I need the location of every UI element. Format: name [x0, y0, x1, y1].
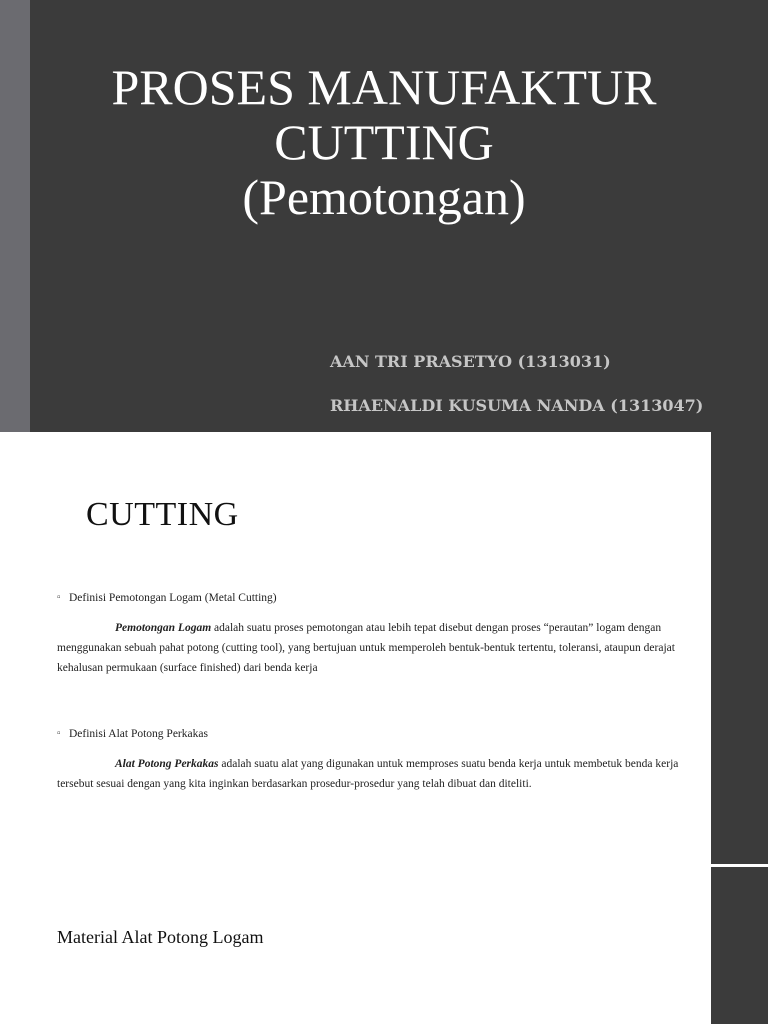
title-line-3: (Pemotongan) [242, 169, 526, 225]
content-slide [0, 432, 768, 1024]
term-pemotongan-logam: Pemotongan Logam [115, 622, 212, 634]
title-slide [0, 0, 768, 432]
slide-content [57, 588, 707, 794]
paragraph-text: adalah suatu proses pemotongan atau lebih tepat disebut dengan proses “perautan” logam dengan menggunakan sebuah pahat potong (cutting tool), yang bertujuan untuk memperoleh bentuk-bentuk tertentu, toleransi, ataupun derajat kehalusan permukaan (surface finished) dari benda kerja [57, 622, 675, 674]
bullet-text: Definisi Pemotongan Logam (Metal Cutting) [69, 592, 277, 604]
slide-title [30, 60, 738, 225]
author-1: AAN TRI PRASETYO (1313031) [330, 352, 611, 371]
bullet-icon: ▫ [57, 592, 61, 603]
authors-block [330, 348, 703, 436]
paragraph-text: adalah suatu alat yang digunakan untuk memproses suatu benda kerja untuk membetuk benda kerja tersebut sesuai dengan yang kita inginkan berdasarkan prosedur-prosedur yang telah dibuat dan diteliti. [57, 758, 679, 790]
bullet-icon: ▫ [57, 728, 61, 739]
bullet-definition-metal-cutting [57, 588, 707, 608]
side-bar [711, 432, 768, 1024]
title-line-2: CUTTING [274, 114, 494, 170]
bullet-definition-cutting-tool [57, 724, 707, 744]
term-alat-potong-perkakas: Alat Potong Perkakas [115, 758, 219, 770]
title-line-1: PROSES MANUFAKTUR [111, 59, 657, 115]
paragraph-cutting-tool [57, 754, 707, 794]
paragraph-metal-cutting [57, 618, 707, 678]
material-subheading: Material Alat Potong Logam [57, 927, 264, 947]
slide-heading: CUTTING [86, 496, 239, 533]
author-2: RHAENALDI KUSUMA NANDA (1313047) [330, 396, 704, 415]
bullet-text: Definisi Alat Potong Perkakas [69, 728, 208, 740]
accent-bar [0, 0, 30, 432]
slide-divider [711, 864, 768, 867]
